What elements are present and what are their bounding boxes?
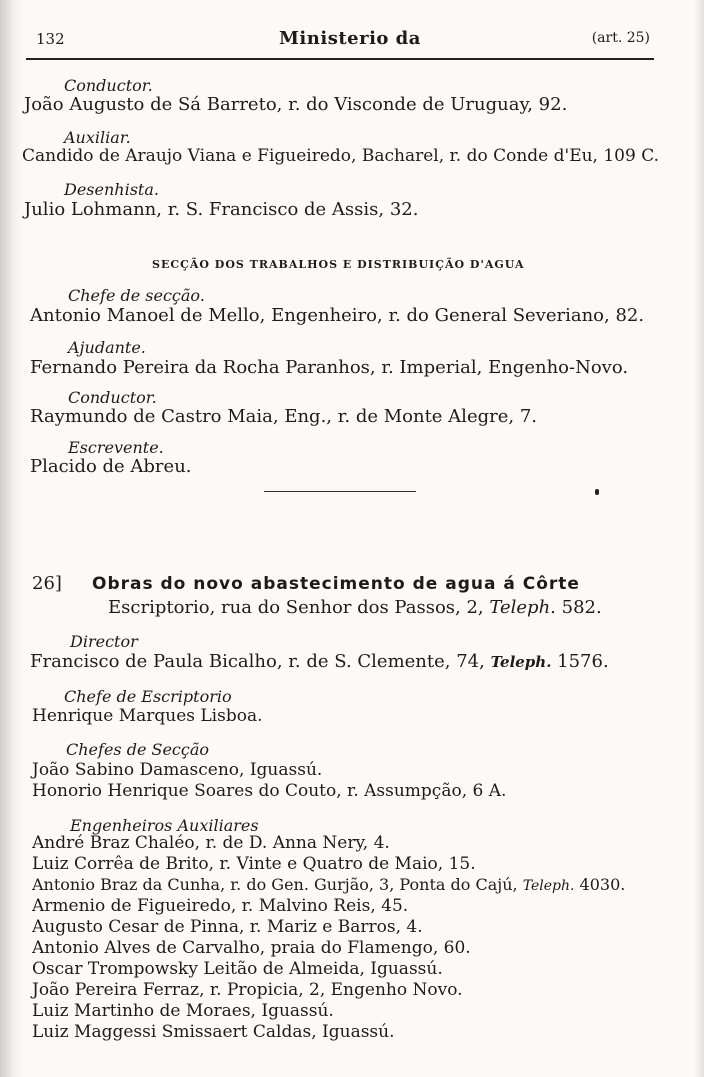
page-header bbox=[36, 28, 650, 58]
section-title: Obras do novo abastecimento de agua á Côrte bbox=[92, 574, 580, 594]
list-item: Oscar Trompowsky Leitão de Almeida, Iguassú. bbox=[32, 959, 443, 979]
article-reference: (art. 25) bbox=[591, 30, 650, 46]
entry-chefe-seccao: Antonio Manoel de Mello, Engenheiro, r. do General Severiano, 82. bbox=[30, 305, 645, 326]
role-director: Director bbox=[70, 632, 138, 651]
role-chefe-escriptorio: Chefe de Escriptorio bbox=[64, 687, 232, 706]
director-name: Francisco de Paula Bicalho, r. de S. Clemente, 74, bbox=[30, 651, 485, 672]
role-engenheiros-auxiliares: Engenheiros Auxiliares bbox=[70, 816, 259, 835]
entry-escrevente: Placido de Abreu. bbox=[30, 456, 192, 477]
list-item: Augusto Cesar de Pinna, r. Mariz e Barros, 4. bbox=[32, 917, 423, 937]
entry-ajudante: Fernando Pereira da Rocha Paranhos, r. Imperial, Engenho-Novo. bbox=[30, 357, 629, 378]
entry-conductor-seccao: Raymundo de Castro Maia, Eng., r. de Monte Alegre, 7. bbox=[30, 406, 537, 427]
role-conductor-seccao: Conductor. bbox=[68, 388, 157, 407]
role-conductor: Conductor. bbox=[64, 76, 153, 95]
role-auxiliar: Auxiliar. bbox=[64, 128, 131, 147]
list-item bbox=[32, 875, 625, 894]
page-edge-shadow-left bbox=[0, 0, 22, 1077]
director-teleph-label: Teleph. bbox=[490, 653, 552, 671]
list-item: João Sabino Damasceno, Iguassú. bbox=[32, 760, 323, 780]
role-chefe-seccao: Chefe de secção. bbox=[68, 286, 205, 305]
engenheiro-cunha-text: Antonio Braz da Cunha, r. do Gen. Gurjão, 3, Ponta do Cajú, bbox=[32, 875, 518, 894]
list-item: Antonio Alves de Carvalho, praia do Flamengo, 60. bbox=[32, 938, 471, 958]
header-rule bbox=[26, 58, 654, 60]
subtitle-address: Escriptorio, rua do Senhor dos Passos, 2, bbox=[108, 597, 484, 618]
entry-auxiliar: Candido de Araujo Viana e Figueiredo, Bacharel, r. do Conde d'Eu, 109 C. bbox=[22, 146, 660, 166]
engenheiro-cunha-teleph-label: Teleph. bbox=[522, 878, 575, 894]
entry-desenhista: Julio Lohmann, r. S. Francisco de Assis, 32. bbox=[24, 199, 419, 220]
director-teleph-number: 1576. bbox=[557, 651, 609, 672]
list-item: Luiz Corrêa de Brito, r. Vinte e Quatro de Maio, 15. bbox=[32, 854, 476, 874]
ink-mark bbox=[595, 489, 599, 495]
list-item: João Pereira Ferraz, r. Propicia, 2, Engenho Novo. bbox=[32, 980, 463, 1000]
list-item: André Braz Chaléo, r. de D. Anna Nery, 4. bbox=[32, 833, 390, 853]
subtitle-teleph-number: 582. bbox=[561, 597, 602, 618]
list-item: Luiz Maggessi Smissaert Caldas, Iguassú. bbox=[32, 1022, 395, 1042]
section-number: 26] bbox=[32, 573, 62, 594]
engenheiro-cunha-teleph-number: 4030. bbox=[579, 875, 626, 894]
role-chefes-seccao: Chefes de Secção bbox=[66, 740, 210, 759]
subsection-heading: SECÇÃO DOS TRABALHOS E DISTRIBUIÇÃO D'AGUA bbox=[152, 258, 525, 271]
role-ajudante: Ajudante. bbox=[68, 338, 146, 357]
entry-chefe-escriptorio: Henrique Marques Lisboa. bbox=[32, 706, 263, 726]
running-title: Ministerio da bbox=[279, 28, 421, 49]
subtitle-teleph-label: Teleph. bbox=[489, 597, 556, 618]
role-escrevente: Escrevente. bbox=[68, 438, 164, 457]
list-item: Honorio Henrique Soares do Couto, r. Assumpção, 6 A. bbox=[32, 781, 507, 801]
section-subtitle bbox=[108, 597, 602, 618]
entry-director bbox=[30, 651, 609, 672]
entry-conductor: João Augusto de Sá Barreto, r. do Visconde de Uruguay, 92. bbox=[24, 94, 568, 115]
role-desenhista: Desenhista. bbox=[64, 180, 159, 199]
page-edge-shadow-right bbox=[694, 0, 704, 1077]
list-item: Luiz Martinho de Moraes, Iguassú. bbox=[32, 1001, 334, 1021]
section-divider bbox=[264, 491, 416, 492]
list-item: Armenio de Figueiredo, r. Malvino Reis, 45. bbox=[32, 896, 409, 916]
page-number: 132 bbox=[36, 30, 65, 48]
